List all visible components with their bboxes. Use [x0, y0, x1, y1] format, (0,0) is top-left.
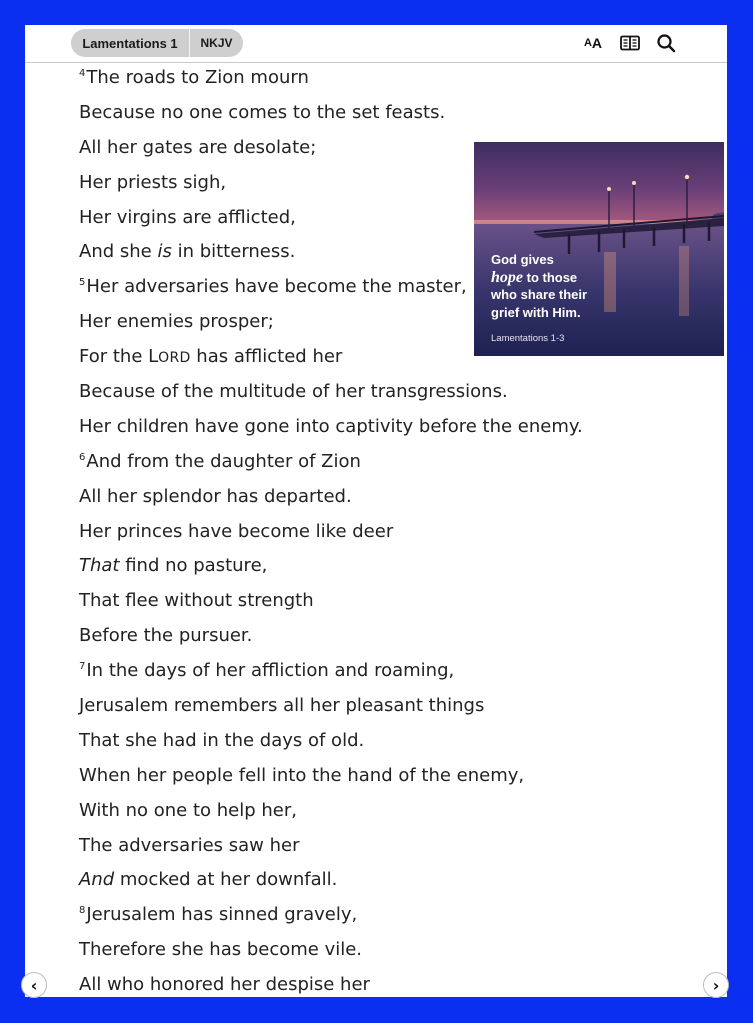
verse-number[interactable]: 8	[79, 905, 86, 917]
verse-line: That find no pasture,	[79, 555, 268, 577]
promo-image[interactable]	[474, 142, 724, 356]
verse-line: $^7$In the days of her affliction and roaming,	[79, 660, 455, 682]
verse-line: That flee without strength	[79, 590, 314, 612]
previous-chapter-button[interactable]: ‹	[21, 972, 47, 998]
verse-line: And mocked at her downfall.	[79, 869, 338, 891]
search-icon[interactable]	[655, 32, 677, 54]
book-open-icon[interactable]	[619, 32, 641, 54]
verse-line: Because no one comes to the set feasts.	[79, 101, 446, 123]
verse-line: All who honored her despise her	[79, 974, 370, 996]
verse-line: Before the pursuer.	[79, 625, 253, 647]
verse-line: Her enemies prosper;	[79, 311, 274, 333]
verse-number[interactable]: 4	[79, 68, 86, 79]
verse-line: All her splendor has departed.	[79, 485, 352, 507]
verse-line: With no one to help her,	[79, 799, 297, 821]
verse-number[interactable]: 5	[79, 277, 86, 289]
verse-line: $^8$Jerusalem has sinned gravely,	[79, 904, 358, 926]
verse-line: Jerusalem remembers all her pleasant things	[79, 695, 485, 717]
verse-line: Her priests sigh,	[79, 171, 227, 193]
reader-page	[25, 25, 727, 997]
verse-line: That she had in the days of old.	[79, 729, 365, 751]
verse-line: All her gates are desolate;	[79, 136, 317, 158]
verse-line: $^5$Her adversaries have become the master,	[79, 276, 467, 298]
reference-pill	[71, 29, 243, 57]
promo-message: God gives hope to those who share their grief with Him.	[491, 252, 588, 320]
verse-line: Therefore she has become vile.	[79, 939, 363, 961]
verse-line: When her people fell into the hand of the enemy,	[79, 764, 525, 786]
verse-line: For the LORD has afflicted her	[79, 346, 343, 368]
verse-line: Her princes have become like deer	[79, 520, 394, 542]
verse-line: $^6$And from the daughter of Zion	[79, 450, 361, 472]
verse-line: $^4$The roads to Zion mourn	[79, 67, 309, 88]
verse-line: Her virgins are afflicted,	[79, 206, 296, 228]
verse-number[interactable]: 6	[79, 451, 86, 463]
pier-sunset-illustration	[474, 142, 724, 356]
verse-line: Because of the multitude of her transgressions.	[79, 381, 508, 403]
version-selector[interactable]: NKJV	[189, 29, 243, 57]
next-chapter-button[interactable]: ›	[703, 972, 729, 998]
reader-toolbar	[25, 25, 727, 63]
verse-line: And she is in bitterness.	[79, 241, 296, 263]
verse-number[interactable]: 7	[79, 661, 86, 673]
text-size-icon[interactable]: A A	[583, 35, 603, 51]
book-chapter-selector[interactable]: Lamentations 1	[82, 35, 178, 51]
verse-line: The adversaries saw her	[79, 834, 300, 856]
verse-line: Her children have gone into captivity before the enemy.	[79, 415, 583, 437]
promo-reference: Lamentations 1-3	[491, 333, 565, 344]
